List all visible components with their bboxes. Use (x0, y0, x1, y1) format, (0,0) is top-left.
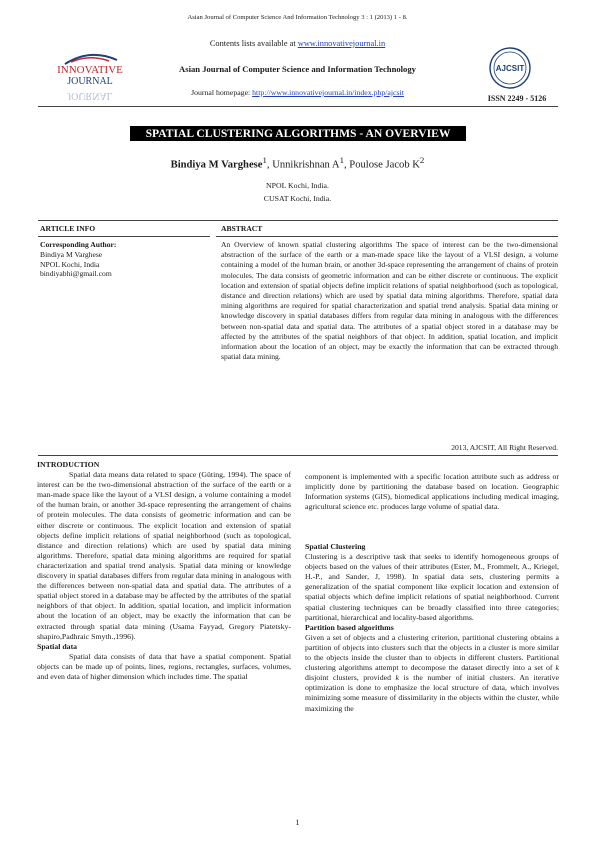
author-1: Bindiya M Varghese (170, 159, 263, 171)
author-2-sup: 1 (339, 155, 344, 165)
abstract-bottom-rule (38, 455, 558, 456)
partition-text-2: disjoint clusters, provided (305, 673, 396, 683)
corresponding-label: Corresponding Author: (40, 240, 117, 249)
abstract-text: An Overview of known spatial clustering algorithms The space of interest can be the two-dimensional abstraction of the surface of the earth or a man-made space like the layout of a VLSI design, a volume containing a model of the human brain, or another 3d-space representing the arrangement of chains of protein molecules. The data consists of geometric information and can be either discrete or continuous. The explicit location and extension of spatial objects define implicit relations of spatial neighborhood (such as topological, distance and direction relations) which are used by spatial data mining algorithms. Therefore, spatial data mining algorithms are required for spatial characterization and spatial trend analysis. Spatial data mining or knowledge discovery in spatial databases differs from regular data mining in analogous with the differences between non-spatial data and spatial data. The attributes of a spatial object stored in a database may be affected by the attributes of the spatial neighbors of that object. In addition, spatial location, and implicit information about the location of an object, may be exactly the information that can be extracted through spatial data mining. (221, 240, 558, 362)
partition-k1: k (555, 663, 559, 673)
affiliation-1: NPOL Kochi, India. (266, 181, 329, 190)
article-info-heading: ARTICLE INFO (40, 224, 96, 233)
info-right-rule (216, 236, 558, 237)
spatial-clustering-text: Clustering is a descriptive task that seeks to identify homogeneous groups of objects based on the values of their attributes (Ester, M., Frommelt, A., Kriegel, H.-P., and Sander, J, 1998). In spatial data sets, clustering permits a generalization of the spatial component like explicit location and extension of spatial objects which define implicit relations of spatial neighborhood. Current spatial clustering techniques can be broadly classified into three categories; partitional, hierarchical and locality-based algorithms. (305, 552, 559, 622)
abstract-heading: ABSTRACT (221, 224, 263, 233)
logo-left-line2: JOURNAL (67, 76, 113, 87)
info-left-rule (38, 236, 210, 237)
issn-text: ISSN 2249 - 5126 (487, 94, 547, 103)
rights-notice: 2013, AJCSIT, All Right Reserved. (451, 443, 558, 452)
affiliation-2: CUSAT Kochi, India. (263, 194, 332, 203)
homepage-prefix: Journal homepage: (191, 88, 253, 97)
header-rule (38, 106, 558, 107)
spatial-data-heading: Spatial data (37, 641, 78, 651)
right-column (305, 472, 559, 714)
author-3-sup: 2 (419, 155, 425, 165)
authors-line (0, 155, 595, 171)
partition-text (305, 633, 559, 714)
info-top-rule (38, 220, 558, 221)
author-1-sup: 1 (262, 155, 267, 165)
logo-left-reflection: JOURNAL (67, 90, 113, 101)
running-head: Asian Journal of Computer Science And Information Technology 3 : 1 (2013) 1 - 8. (187, 14, 408, 21)
corresponding-org: NPOL Kochi, India (40, 259, 100, 269)
contents-prefix: Contents lists available at (209, 39, 298, 48)
partition-text-3: is the number of initial clusters. An iterative optimization is done to emphasize the local structure of data, which involves minimizing some measure of dissimilarity in the objects within the cluster, while maximizing the (305, 673, 559, 713)
article-title: SPATIAL CLUSTERING ALGORITHMS - AN OVERVIEW (130, 126, 466, 141)
author-2: , Unnikrishnan A (266, 159, 340, 171)
page-number: 1 (295, 818, 300, 827)
contents-link[interactable]: www.innovativejournal.in (297, 39, 386, 48)
logo-left-line1: INNOVATIVE (57, 64, 123, 76)
journal-title: Asian Journal of Computer Science and Information Technology (179, 64, 416, 74)
homepage-link[interactable]: http://www.innovativejournal.in/index.php/ajcsit (252, 88, 404, 97)
partition-k2: k (395, 673, 399, 683)
spatial-data-text: Spatial data consists of data that have a spatial component. Spatial objects can be made up of points, lines, regions, rectangles, surfaces, volumes, and even data of higher dimension which includes time. The spatial (37, 651, 291, 681)
ajcsit-seal-logo (470, 46, 560, 104)
partition-text-1: Given a set of objects and a clustering criterion, partitional clustering obtains a partition of objects into clusters such that the objects in a cluster is more similar to the objects inside the cluster than to objects in different clusters. Partitional clustering algorithms attempt to decompose the dataset directly into a set of (305, 632, 559, 673)
spatial-data-text-continued: component is implemented with a specific location attribute such as address or implicitly done by partitioning the database based on location. Geographic Information systems (GIS), biomedical applications including medical imaging, agricultural science etc. produces large volume of spatial data. (305, 472, 559, 512)
introduction-text: Spatial data means data related to space (Güting, 1994). The space of interest can be the two-dimensional abstraction of the surface of the earth or a man-made space like the layout of a VLSI design, a volume containing a model of the human brain, or another 3d-space representing the arrangement of chains of protein molecules. The data consists of geometric information and can be either discrete or continuous. The explicit location and extension of spatial objects define implicit relations of spatial neighborhood (such as topological, distance and direction relations) which are used by spatial data mining algorithms. Therefore, spatial data mining algorithms are required for spatial characterization and spatial trend analysis. Spatial data mining or knowledge discovery in spatial databases differs from regular data mining in analogous with the differences between non-spatial data and spatial data. The attributes of a spatial object stored in a database may be affected by the attributes of the spatial neighbors of that object. In addition, spatial location, and implicit information about the location of an object, may be exactly the information that can be extracted through spatial data mining (Usama Fayyad, Gregory Piatetsky-shapiro,Padhraic Smyth.,1996). (37, 470, 291, 641)
left-column (37, 460, 291, 682)
logo-right-text: AJCSIT (495, 64, 525, 73)
introduction-heading: INTRODUCTION (37, 460, 100, 469)
spatial-clustering-heading: Spatial Clustering (305, 542, 366, 551)
corresponding-author-block (40, 240, 210, 279)
corresponding-name: Bindiya M Varghese (40, 249, 103, 259)
partition-heading: Partition based algorithms (305, 622, 394, 632)
corresponding-email[interactable]: bindiyabhi@gmail.com (40, 269, 112, 279)
author-3: , Poulose Jacob K (344, 159, 420, 171)
